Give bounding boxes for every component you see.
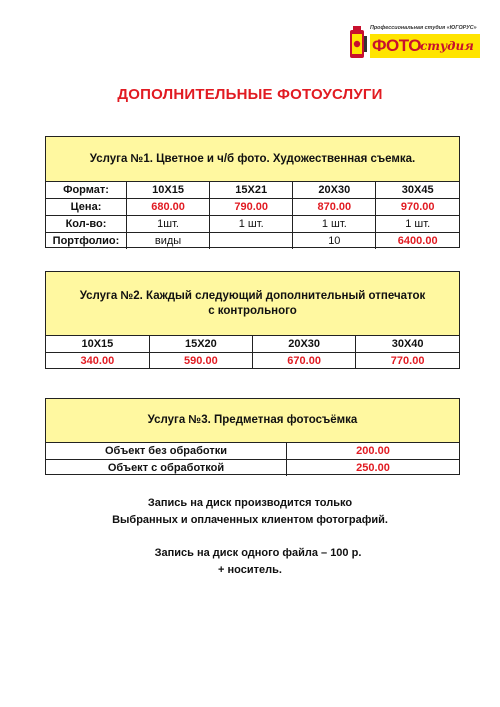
note-line-1: Запись на диск производится только [147,497,353,509]
table-cell: 1 шт. [210,216,293,233]
table-cell: Объект без обработки [46,443,287,460]
table-row [46,182,459,199]
table-cell: 15X20 [149,336,252,353]
table-cell: 10 [293,233,376,250]
table-cell: 30X45 [376,182,459,199]
table-row [46,233,459,250]
price-cell: 250.00 [287,460,460,477]
table-row [46,216,459,233]
table-row [46,443,459,460]
table-cell: 20X30 [293,182,376,199]
service-1-card [45,136,460,248]
table-row [46,460,459,477]
table-row [46,336,459,353]
price-cell: 670.00 [253,353,356,370]
price-cell: 790.00 [210,199,293,216]
table-row [46,353,459,370]
service-1-table [46,182,459,249]
service-2-title-line2: с контрольного [208,304,297,317]
price-cell: 590.00 [149,353,252,370]
table-cell: Формат: [46,182,127,199]
table-cell: 30X40 [356,336,459,353]
price-cell: 680.00 [127,199,210,216]
service-2-table [46,336,459,369]
table-cell: Объект с обработкой [46,460,287,477]
service-3-title: Услуга №3. Предметная фотосъёмка [147,414,358,426]
table-cell: 1 шт. [293,216,376,233]
table-cell: 10X15 [127,182,210,199]
studio-logo [348,24,480,60]
page-title: ДОПОЛНИТЕЛЬНЫЕ ФОТОУСЛУГИ [117,86,383,103]
table-cell: 1 шт. [376,216,459,233]
note-line-2: Выбранных и оплаченных клиентом фотографий. [112,514,388,526]
note-line-3: Запись на диск одного файла – 100 р. [154,547,362,559]
logo-tagline: Профессиональная студия «ЮГОРУС» [370,25,477,31]
price-cell: 970.00 [376,199,459,216]
service-2-title-line1: Услуга №2. Каждый следующий дополнительный отпечаток [79,289,426,302]
table-cell: виды [127,233,210,250]
service-2-card [45,271,460,369]
service-2-heading [46,272,459,336]
table-cell [210,233,293,250]
service-1-heading [46,137,459,182]
price-cell: 6400.00 [376,233,459,250]
service-3-table [46,443,459,476]
table-cell: Кол-во: [46,216,127,233]
price-cell: 340.00 [46,353,149,370]
logo-studio-text: студия [420,39,474,53]
service-3-card [45,398,460,475]
table-cell: 10X15 [46,336,149,353]
table-cell: 20X30 [253,336,356,353]
logo-foto-text: ФОТО [372,36,421,55]
table-row [46,199,459,216]
table-cell: Цена: [46,199,127,216]
price-cell: 200.00 [287,443,460,460]
note-line-4: + носитель. [218,564,282,576]
table-cell: 1шт. [127,216,210,233]
table-cell: 15X21 [210,182,293,199]
service-3-heading [46,399,459,443]
service-1-title: Услуга №1. Цветное и ч/б фото. Художественная съемка. [89,152,416,165]
table-cell: Портфолио: [46,233,127,250]
price-cell: 770.00 [356,353,459,370]
film-roll-icon [348,26,368,60]
price-cell: 870.00 [293,199,376,216]
